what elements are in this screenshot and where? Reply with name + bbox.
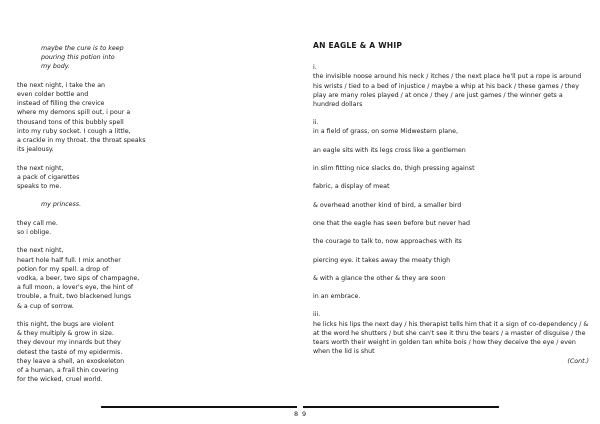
poem-line: instead of filling the crevice xyxy=(17,100,105,108)
poem-line: of a human, a frail thin covering xyxy=(17,367,119,375)
poem-line: its jealousy. xyxy=(17,146,54,154)
poem-line: the next night, xyxy=(17,247,64,255)
poem-line: pouring this potion into xyxy=(41,54,115,62)
poem-line: in an embrace. xyxy=(313,293,361,301)
poem-line: thousand tons of this bubbly spell xyxy=(17,118,124,126)
poem-line: so i oblige. xyxy=(17,229,52,236)
section-numeral: i. xyxy=(313,64,317,72)
stanza xyxy=(17,81,287,155)
left-poem xyxy=(17,44,287,394)
footer-rule-left xyxy=(101,406,297,408)
poem-line: a crackle in my throat. the throat speaks xyxy=(17,137,146,145)
poem-line: detest the taste of my epidermis. xyxy=(17,348,123,356)
page-number-right: 9 xyxy=(302,410,307,418)
poem-line: trouble, a fruit, two blackened lungs xyxy=(17,293,131,301)
poem-line: they devour my innards but they xyxy=(17,339,121,347)
poem-line: into my ruby socket. I cough a little, xyxy=(17,127,131,135)
stanza xyxy=(17,219,287,237)
poem-line: where my demons spill out, i pour a xyxy=(17,109,131,117)
poem-line: even colder bottle and xyxy=(17,91,89,98)
poem-line: my princess. xyxy=(41,201,82,209)
poem-line: & they multiply & grow in size. xyxy=(17,330,114,338)
poem-line: the next night, xyxy=(17,164,64,172)
poem-line: speaks to me. xyxy=(17,183,62,191)
poem-line: the next night, i take the an xyxy=(17,81,106,89)
stanza xyxy=(17,200,287,209)
poem-line: a full moon, a lover's eye, the hint of xyxy=(17,284,134,292)
poem-title: AN EAGLE & A WHIP xyxy=(313,41,403,50)
footer-rule-right xyxy=(303,406,499,408)
poem-line: & a cup of sorrow. xyxy=(17,302,74,310)
continued-label: (Cont.) xyxy=(567,358,589,365)
section-numeral: iii. xyxy=(313,311,321,319)
poem-line: fabric, a display of meat xyxy=(313,183,390,191)
page-number-left: 8 xyxy=(294,410,299,418)
stanza xyxy=(17,44,287,72)
right-page xyxy=(300,0,600,424)
poem-line: this night, the bugs are violent xyxy=(17,321,114,328)
poem-line: in a field of grass, on some Midwestern plane, xyxy=(313,128,459,136)
poem-line: my body. xyxy=(41,63,70,71)
poem-line: heart hole half full. I mix another xyxy=(17,256,121,264)
poem-line: they call me. xyxy=(17,219,58,227)
poem-line: piercing eye. it takes away the meaty thigh xyxy=(313,256,451,264)
poem-line: & overhead another kind of bird, a smaller bird xyxy=(313,201,462,209)
poem-line: & with a glance the other & they are soon xyxy=(313,274,446,282)
poem-line: for the wicked, cruel world. xyxy=(17,376,103,384)
right-poem xyxy=(313,41,590,365)
poem-line: in slim fitting nice slacks do, thigh pressing against xyxy=(313,165,475,173)
poem-line: a pack of cigarettes xyxy=(17,173,80,181)
section-text: he licks his lips the next day / his therapist tells him that it a sign of co-dependency / & at the word he shutters / but she can't see it thru the tears / a master of disguise / the tears worth their weight in golden tan white bois / how they deceive the eye / even when the lid is shut xyxy=(313,320,589,356)
section-i xyxy=(313,63,590,109)
poem-line: vodka, a beer, two sips of champagne, xyxy=(17,275,140,282)
poem-line: the courage to talk to, now approaches with its xyxy=(313,238,462,246)
section-ii xyxy=(313,118,590,301)
section-iii xyxy=(313,310,590,356)
stanza xyxy=(17,246,287,310)
poem-line: an eagle sits with its legs cross like a gentlemen xyxy=(313,146,466,154)
poem-line: maybe the cure is to keep xyxy=(41,45,124,52)
poem-line: potion for my spell. a drop of xyxy=(17,265,109,273)
poem-line: they leave a shell, an exoskeleton xyxy=(17,357,125,365)
section-text: the invisible noose around his neck / itches / the next place he'll put a rope is around his wrists / tied to a bed of injustice / maybe a whip at his back / these games / they play are many roles played / at once / they / are just games / the winner gets a hundred dollars xyxy=(313,73,582,109)
poem-line: one that the eagle has seen before but never had xyxy=(313,219,470,227)
section-numeral: ii. xyxy=(313,119,319,127)
stanza xyxy=(17,164,287,192)
stanza xyxy=(17,320,287,384)
